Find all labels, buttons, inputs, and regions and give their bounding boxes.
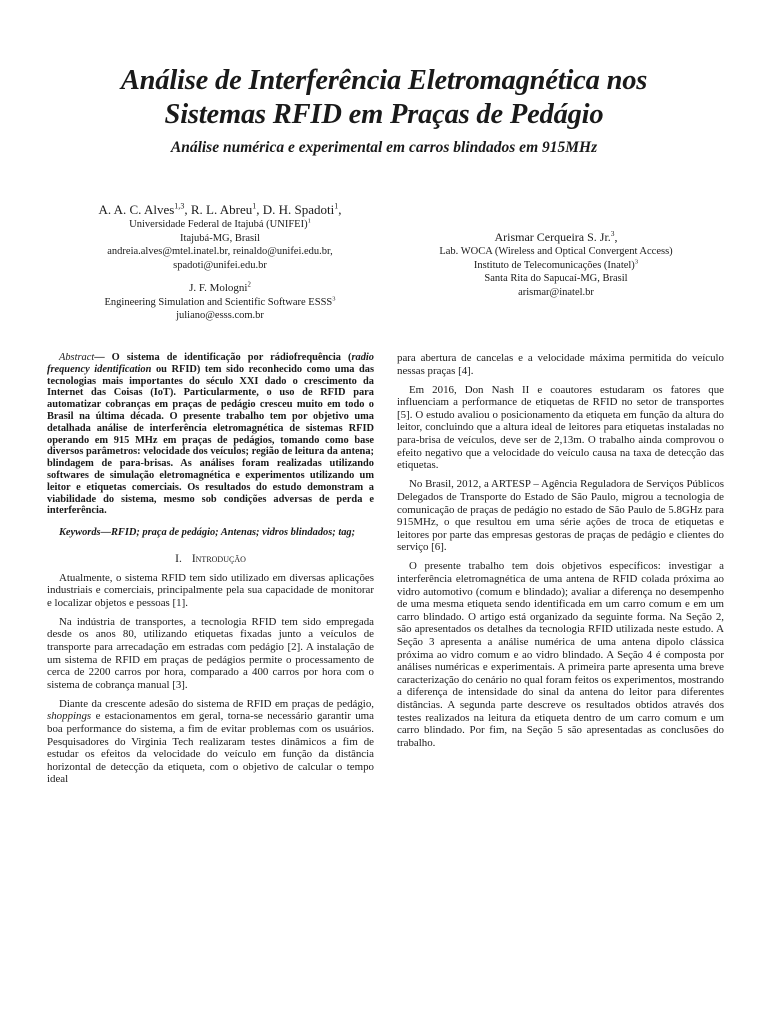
affiliation-unifei-text: Universidade Federal de Itajubá (UNIFEI) (129, 219, 308, 230)
abstract-dash: — O sistema de identificação por rádiofrequência ( (94, 352, 352, 363)
intro-paragraph-3-a: Diante da crescente adesão do sistema de RFID em praças de pedágio, (59, 697, 374, 710)
author-names-end: , (338, 202, 342, 217)
author-spadoti: , D. H. Spadoti (256, 202, 335, 217)
authors-block-right (388, 229, 724, 300)
author-abreu-sup: 1 (252, 201, 257, 211)
affiliation-inatel (388, 259, 724, 273)
author-cerqueira-end: , (614, 230, 618, 244)
author-mologni (40, 282, 400, 296)
affiliation-unifei-sup: 1 (307, 217, 311, 225)
right-paragraph-2: No Brasil, 2012, a ARTESP – Agência Reguladora de Serviços Públicos Delegados de Transporte do Estado de São Paulo, migrou a tecnologia de comunicação de praças de pedágio no estado de São Paulo de 5.8GHz para 915MHz, o que resultou em uma série ações de troca de etiquetas e leitores por parte das empresas gestoras de praças de pedágio e clientes do serviço [6]. (397, 478, 724, 554)
author-cerqueira-sup: 3 (610, 229, 615, 238)
author-names (40, 201, 400, 218)
author-alves: A. A. C. Alves (98, 202, 175, 217)
right-paragraph-3: O presente trabalho tem dois objetivos específicos: investigar a interferência eletromagnética de uma antena de RFID colada próxima ao vidro automotivo (comum e blindado); avaliar a diferença no desempenho de uma mesma etiqueta sendo identificada em um carro comum e em um carro blindado. O artigo está organizado da seguinte forma. Na Seção 2, são apresentados os detalhes da tecnologia RFID utilizada neste estudo. A Seção 3 apresenta a análise numérica de uma antena dipolo clássica próxima ao vidro comum e ao vidro blindado. A Seção 4 é composta por análises numéricas e experimentais. A primeira parte apresenta uma breve caracterização do cenário no qual foram feitos os experimentos, mostrando a diferença de intensidade do sinal da antena do leitor para diferentes distâncias. A segunda parte descreve os resultados obtidos através dos testes realizados na leitura da etiqueta dentro de um carro comum e um carro blindado. Por fim, na Seção 5 são apresentadas as conclusões do trabalho. (397, 560, 724, 749)
emails-line-2: spadoti@unifei.edu.br (173, 260, 267, 272)
intro-paragraph-3-em: shoppings (47, 710, 92, 723)
column-left (47, 352, 374, 793)
affiliation-inatel-sup: 3 (634, 258, 639, 266)
author-mologni-text: J. F. Mologni (189, 281, 248, 294)
intro-paragraph-3 (47, 698, 374, 786)
author-cerqueira (388, 229, 724, 245)
abstract (47, 352, 374, 517)
emails-line-1: andreia.alves@mtel.inatel.br, reinaldo@unifei.edu.br, (107, 246, 333, 258)
intro-paragraph-3-b: e estacionamentos em geral, torna-se necessário garantir uma boa performance do sistema, a fim de evitar problemas com os usuários. Pesquisadores do Virginia Tech realizaram testes dinâmicos a fim de estudar os efeitos da velocidade do veículo em função da distância horizontal de detecção da etiqueta, com o objetivo de calcular o tempo ideal (47, 710, 374, 786)
keywords-lead: Keywords— (59, 527, 111, 539)
authors-block-left (40, 201, 400, 323)
location-itajuba: Itajubá-MG, Brasil (180, 232, 260, 244)
column-right (397, 352, 724, 756)
location-santa-rita: Santa Rita do Sapucaí-MG, Brasil (484, 273, 628, 285)
affiliation-esss-text: Engineering Simulation and Scientific Software ESSS (104, 296, 333, 308)
affiliation-esss (40, 296, 400, 310)
title-line-1: Análise de Interferência Eletromagnética nos (120, 65, 648, 96)
keywords (47, 527, 374, 539)
section-title: Introdução (191, 552, 246, 565)
section-number: I. (175, 552, 182, 565)
author-spadoti-sup: 1 (334, 201, 339, 211)
title-line-2: Sistemas RFID em Praças de Pedágio (164, 99, 604, 130)
keywords-text: RFID; praça de pedágio; Antenas; vidros blindados; tag; (110, 527, 356, 539)
author-abreu: , R. L. Abreu (184, 202, 253, 217)
abstract-lead: Abstract (59, 352, 95, 363)
paper-subtitle: Análise numérica e experimental em carros blindados em 915MHz (170, 139, 598, 156)
author-mologni-sup: 2 (247, 281, 251, 289)
right-paragraph-0: para abertura de cancelas e a velocidade máxima permitida do veículo nessas praças [4]. (397, 352, 724, 377)
author-cerqueira-text: Arismar Cerqueira S. Jr. (494, 230, 611, 244)
affiliation-esss-sup: 3 (332, 295, 336, 303)
intro-paragraph-1: Atualmente, o sistema RFID tem sido utilizado em diversas aplicações industriais e comerciais, principalmente pela sua capacidade de monitorar e localizar objetos e pessoas [1]. (47, 571, 374, 609)
intro-paragraph-2: Na indústria de transportes, a tecnologia RFID tem sido empregada desde os anos 80, utilizando etiquetas fixadas junto a veículos de transporte para arrecadação em estradas com pedágio [2]. A instalação de um sistema de RFID em praças de pedágios permite o processamento de cerca de 2200 carros por hora, comparado a 400 carros por hora com o sistema de cobrança manual [3]. (47, 615, 374, 691)
abstract-term: radio frequency identification (47, 352, 374, 375)
section-heading-intro (47, 553, 374, 566)
lab-woca: Lab. WOCA (Wireless and Optical Convergent Access) (439, 246, 673, 257)
email-mologni: juliano@esss.com.br (176, 310, 264, 322)
author-alves-sup: 1,3 (174, 201, 185, 211)
right-paragraph-1: Em 2016, Don Nash II e coautores estudaram os fatores que influenciam a performance de etiquetas de RFID no setor de transportes [5]. O estudo avaliou o posicionamento da etiqueta em função da altura do leitor, concluindo que a altura ideal de leitores para etiquetas instaladas no para-brisa de veículos, deve ser de 2,13m. O trabalho ainda comprovou o efeito negativo que a velocidade do veículo causa na taxa de detecção das etiquetas. (397, 383, 724, 472)
affiliation-inatel-text: Instituto de Telecomunicações (Inatel) (473, 259, 635, 271)
affiliation-unifei (40, 218, 400, 232)
abstract-text: ou RFID) tem sido reconhecido como uma das tecnologias mais importantes do século XXI dado o crescimento da Internet das Coisas (IoT). Particularmente, o uso de RFID para automatizar cobranças em praças de pedágio cresceu muito em todo o Brasil na última década. O presente trabalho tem por objetivo uma detalhada análise de interferência eletromagnética de sistemas RFID operando em 915 MHz em praças de pedágios, tomando como base diversos parâmetros: velocidade dos veículos; região de leitura da antena; blindagem de para-brisas. As análises foram realizadas utilizando softwares de simulação eletromagnética e experimentos utilizando um leitor e etiquetas comerciais. Os resultados do estudo demonstram a viabilidade do sistema, mesmo sob condições adversas de perda e interferência. (47, 363, 374, 517)
email-cerqueira: arismar@inatel.br (518, 287, 594, 299)
paper-title (40, 64, 728, 132)
